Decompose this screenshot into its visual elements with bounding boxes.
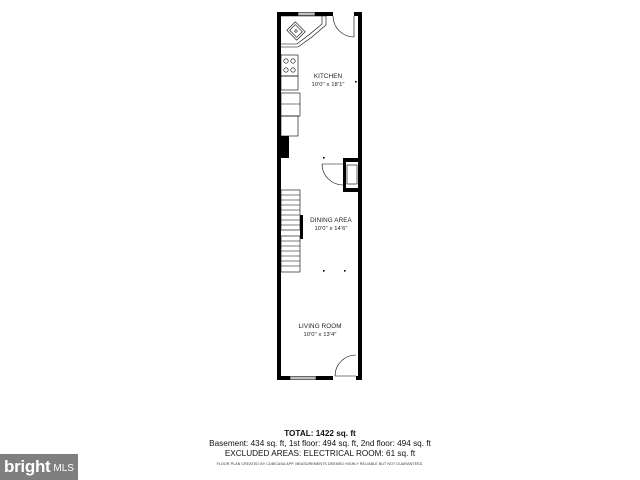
stair-lower-run bbox=[281, 236, 300, 272]
closet-wall-bottom bbox=[343, 188, 358, 192]
bright-mls-watermark bbox=[0, 454, 78, 480]
watermark-suffix: MLS bbox=[53, 463, 74, 474]
staircase bbox=[281, 190, 300, 272]
room-dimensions-kitchen: 10'0" x 18'1" bbox=[311, 82, 345, 89]
door-closet-swing bbox=[322, 164, 343, 185]
disclaimer: FLOOR PLAN CREATED BY CUBICASA APP. MEASUREMENTS DEEMED HIGHLY RELIABLE BUT NOT GUARANTEED. bbox=[216, 462, 424, 466]
room-dimensions-living: 10'0" x 13'4" bbox=[303, 332, 337, 339]
stove bbox=[281, 55, 298, 76]
closet-wall-left bbox=[343, 158, 346, 192]
room-name-dining: DINING AREA bbox=[310, 217, 352, 224]
room-name-kitchen: KITCHEN bbox=[313, 73, 343, 80]
area-summary bbox=[0, 428, 640, 466]
top-wall-mid bbox=[315, 12, 333, 16]
watermark-brand: bright bbox=[4, 457, 51, 476]
counter-segment bbox=[281, 76, 298, 90]
refrigerator bbox=[281, 93, 300, 116]
top-wall-left bbox=[277, 12, 298, 16]
room-label-living bbox=[290, 322, 350, 340]
bottom-wall-left bbox=[277, 376, 290, 380]
excluded-areas: EXCLUDED AREAS: ELECTRICAL ROOM: 61 sq. ft bbox=[224, 449, 416, 458]
room-label-dining bbox=[301, 216, 361, 234]
chimney-block bbox=[281, 136, 289, 158]
right-wall bbox=[358, 12, 362, 380]
door-bottom-swing bbox=[335, 355, 356, 376]
bottom-wall-mid bbox=[316, 376, 333, 380]
door-top-swing bbox=[333, 16, 354, 37]
room-label-kitchen bbox=[298, 72, 358, 90]
room-name-living: LIVING ROOM bbox=[298, 323, 342, 330]
left-wall bbox=[277, 12, 281, 380]
total-area: TOTAL: 1422 sq. ft bbox=[284, 429, 356, 438]
room-dimensions-dining: 10'0" x 14'6" bbox=[314, 226, 348, 233]
room-markers bbox=[323, 81, 357, 272]
kitchen-sink bbox=[287, 22, 305, 40]
electrical-closet bbox=[347, 165, 357, 184]
bottom-wall-right bbox=[356, 376, 362, 380]
floor-breakdown: Basement: 434 sq. ft, 1st floor: 494 sq. ft, 2nd floor: 494 sq. ft bbox=[209, 439, 431, 448]
counter-lower bbox=[281, 116, 298, 136]
top-wall-right bbox=[354, 12, 362, 16]
